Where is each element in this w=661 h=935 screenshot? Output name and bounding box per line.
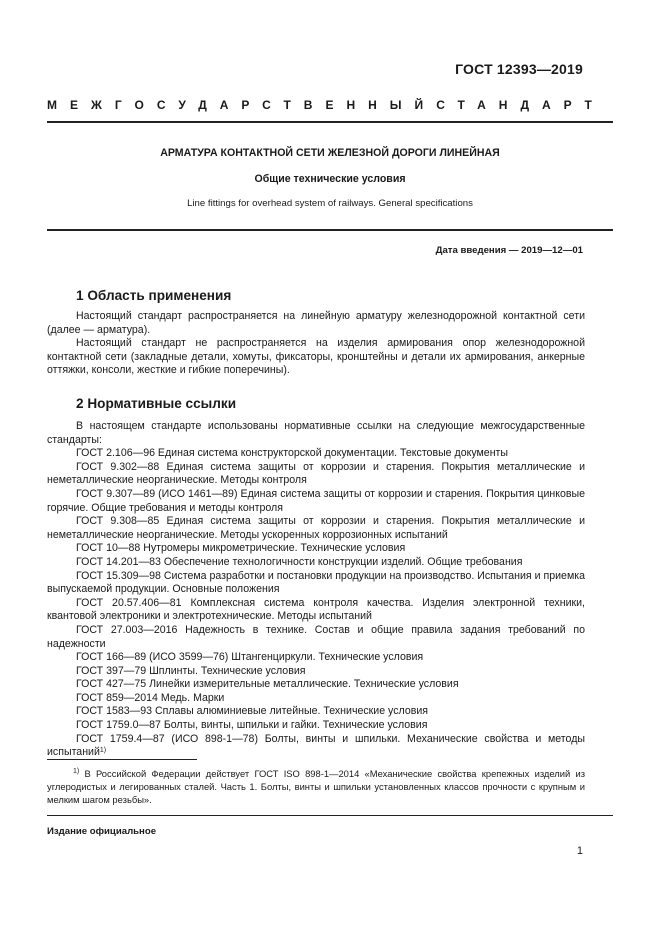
- reference-item: ГОСТ 14.201—83 Обеспечение технологичности конструкции изделий. Общие требования: [76, 555, 523, 568]
- introduction-date: Дата введения — 2019—12—01: [435, 245, 583, 256]
- footer-rule: [47, 815, 613, 816]
- title-rule: [47, 229, 613, 231]
- document-subtitle: Общие технические условия: [254, 173, 406, 185]
- section-1-body: [47, 310, 585, 378]
- reference-item: ГОСТ 27.003—2016 Надежность в технике. Состав и общие правила задания требований по надежности: [47, 623, 585, 650]
- paragraph: Настоящий стандарт распространяется на линейную арматуру железнодорожной контактной сети (далее — арматура).: [47, 310, 585, 336]
- footnote-body: В Российской Федерации действует ГОСТ ISO 898-1—2014 «Механические свойства крепежных изделий из углеродистых и легированных сталей. Часть 1. Болты, винты и шпильки установленных классов прочности с крупным и мелким шагом резьбы».: [47, 768, 585, 805]
- footnote-separator: [47, 759, 197, 760]
- reference-item: ГОСТ 397—79 Шплинты. Технические условия: [76, 664, 306, 677]
- reference-item: ГОСТ 10—88 Нутромеры микрометрические. Технические условия: [76, 542, 406, 555]
- footnote: [47, 767, 585, 806]
- reference-item: ГОСТ 859—2014 Медь. Марки: [76, 691, 225, 704]
- section-1-heading: 1 Область применения: [76, 288, 232, 303]
- document-title-english: Line fittings for overhead system of railways. General specifications: [187, 198, 473, 209]
- official-edition-label: Издание официальное: [47, 826, 157, 837]
- footnote-text: [47, 767, 585, 806]
- document-code: ГОСТ 12393—2019: [455, 61, 583, 77]
- reference-item: ГОСТ 9.307—89 (ИСО 1461—89) Единая система защиты от коррозии и старения. Покрытия цинковые горячие. Общие требования и методы контроля: [47, 487, 585, 514]
- page-number: 1: [576, 845, 583, 857]
- paragraph: В настоящем стандарте использованы нормативные ссылки на следующие межгосударственные стандарты:: [47, 420, 585, 446]
- standard-word: СТАНДАРТ: [436, 98, 605, 112]
- reference-item: ГОСТ 20.57.406—81 Комплексная система контроля качества. Изделия электронной техники, квантовой электроники и электротехнические. Методы испытаний: [47, 596, 585, 623]
- footnote-mark: 1): [73, 768, 80, 775]
- header-rule: [47, 121, 613, 123]
- reference-text: ГОСТ 1759.4—87 (ИСО 898-1—78) Болты, винты и шпильки. Механические свойства и методы испытаний: [47, 732, 585, 759]
- paragraph: Настоящий стандарт не распространяется на изделия армирования опор железнодорожной контактной сети (закладные детали, хомуты, фиксаторы, кронштейны и детали их армирования, анкерные оттяжки, консоли, жесткие и гибкие поперечины).: [47, 337, 585, 377]
- reference-item: ГОСТ 9.302—88 Единая система защиты от коррозии и старения. Покрытия металлические и неметаллические неорганические. Методы контроля: [47, 460, 585, 487]
- section-2-heading: 2 Нормативные ссылки: [76, 396, 237, 411]
- reference-item: ГОСТ 1759.0—87 Болты, винты, шпильки и гайки. Технические условия: [76, 719, 428, 732]
- document-title: АРМАТУРА КОНТАКТНОЙ СЕТИ ЖЕЛЕЗНОЙ ДОРОГИ ЛИНЕЙНАЯ: [160, 147, 500, 159]
- interstate-word: МЕЖГОСУДАРСТВЕННЫЙ: [47, 98, 437, 112]
- footnote-reference[interactable]: 1): [99, 747, 107, 755]
- reference-item: ГОСТ 9.308—85 Единая система защиты от коррозии и старения. Покрытия металлические и неметаллические неорганические. Методы ускоренных коррозионных испытаний: [47, 515, 585, 541]
- reference-item: ГОСТ 166—89 (ИСО 3599—76) Штангенциркули. Технические условия: [76, 651, 424, 664]
- reference-item: ГОСТ 427—75 Линейки измерительные металлические. Технические условия: [76, 678, 459, 691]
- reference-item: ГОСТ 1583—93 Сплавы алюминиевые литейные. Технические условия: [76, 705, 428, 718]
- section-2-body: [47, 420, 585, 760]
- reference-item: ГОСТ 15.309—98 Система разработки и постановки продукции на производство. Испытания и приемка выпускаемой продукции. Основные положения: [47, 569, 585, 596]
- reference-item: ГОСТ 2.106—96 Единая система конструкторской документации. Текстовые документы: [76, 447, 509, 460]
- interstate-standard-banner: [47, 98, 605, 112]
- reference-item: [47, 733, 585, 760]
